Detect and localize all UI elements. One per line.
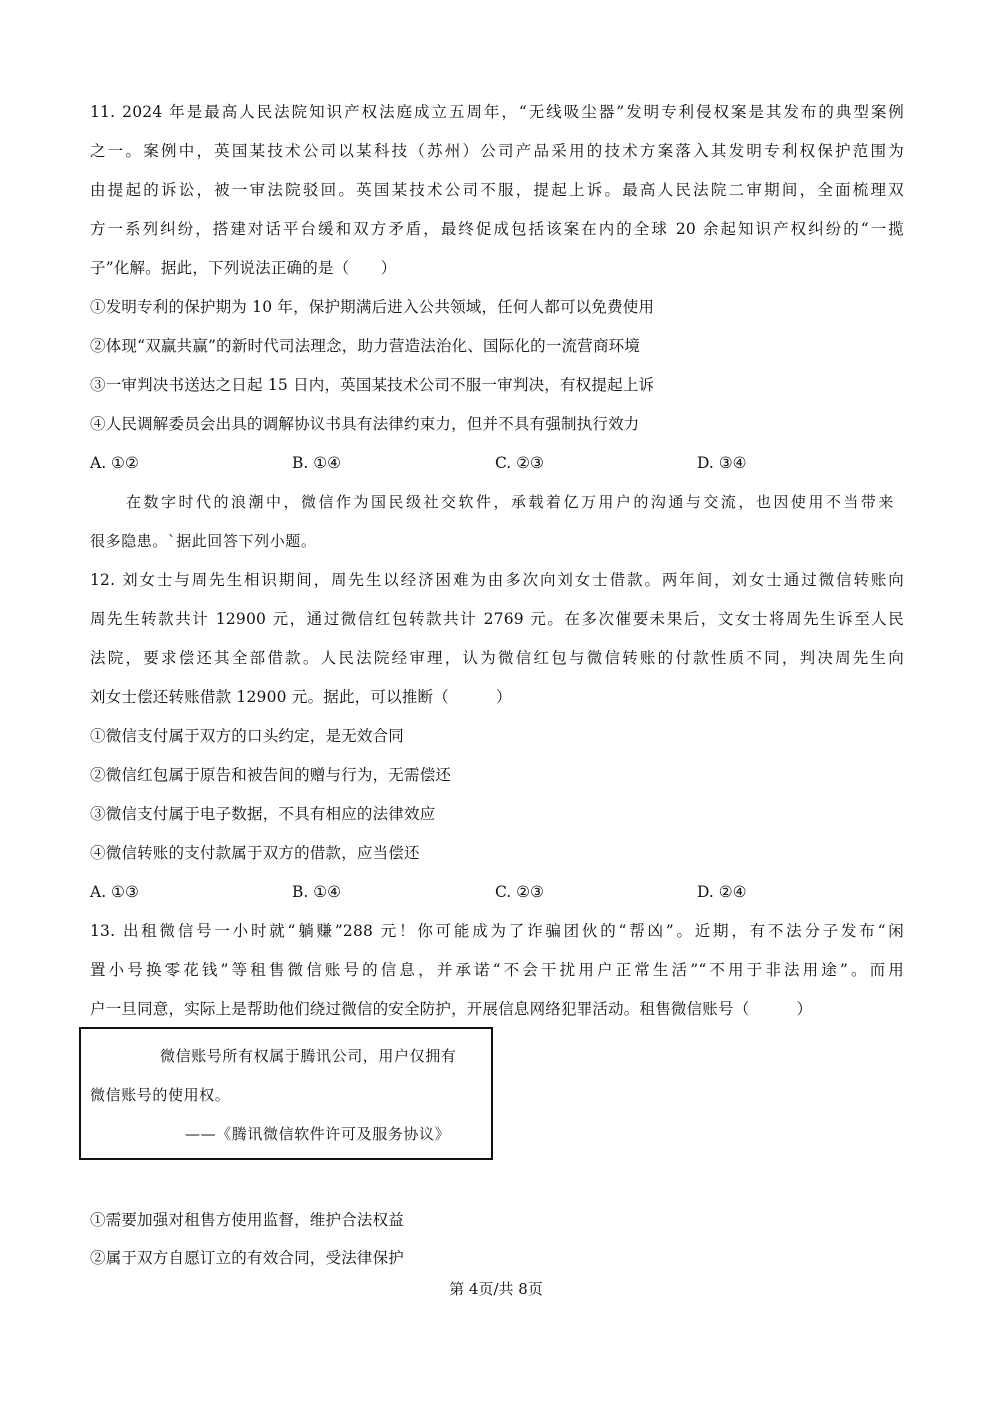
option-b[interactable]: B. ①④ (292, 883, 342, 901)
q11-stem-line: 由提起的诉讼，被一审法院驳回。英国某技术公司不服，提起上诉。最高人民法院二审期间，全面梳理双 (90, 181, 904, 199)
q11-stem-line: 子”化解。据此，下列说法正确的是（ ） (90, 259, 397, 277)
q12-stem-line: 法院，要求偿还其全部借款。人民法院经审理，认为微信红包与微信转账的付款性质不同，判决周先生向 (90, 649, 904, 667)
q13-statement-1: ①需要加强对租售方使用监督，维护合法权益 (90, 1211, 405, 1229)
option-d[interactable]: D. ②④ (697, 883, 747, 901)
q12-statement-4: ④微信转账的支付款属于双方的借款，应当偿还 (90, 844, 420, 862)
q11-statement-3: ③一审判决书送达之日起 15 日内，英国某技术公司不服一审判决，有权提起上诉 (90, 376, 655, 394)
q11-statement-1: ①发明专利的保护期为 10 年，保护期满后进入公共领域，任何人都可以免费使用 (90, 298, 655, 316)
q12-stem-line: 周先生转款共计 12900 元，通过微信红包转款共计 2769 元。在多次催要未果后，文女士将周先生诉至人民 (90, 610, 904, 628)
q11-stem-line: 之一。案例中，英国某技术公司以某科技（苏州）公司产品采用的技术方案落入其发明专利权保护范围为 (90, 142, 904, 160)
q13-statement-2: ②属于双方自愿订立的有效合同，受法律保护 (90, 1249, 405, 1267)
quote-text: 微信账号所有权属于腾讯公司，用户仅拥有 (160, 1047, 457, 1065)
q12-statement-2: ②微信红包属于原告和被告间的赠与行为，无需偿还 (90, 766, 452, 784)
option-c[interactable]: C. ②③ (495, 883, 544, 901)
q12-stem-line: 刘女士偿还转账借款 12900 元。据此，可以推断（ ） (90, 688, 512, 706)
q13-stem-line: 置小号换零花钱”等租售微信账号的信息，并承诺“不会干扰用户正常生活”“不用于非法用途”。而用 (90, 961, 904, 979)
option-c[interactable]: C. ②③ (495, 454, 544, 472)
quote-text: 微信账号的使用权。 (90, 1086, 231, 1104)
q12-statement-3: ③微信支付属于电子数据，不具有相应的法律效应 (90, 805, 436, 823)
q12-stem-line: 12. 刘女士与周先生相识期间，周先生以经济困难为由多次向刘女士借款。两年间，刘女士通过微信转账向 (90, 571, 904, 589)
intro-line: 在数字时代的浪潮中，微信作为国民级社交软件，承载着亿万用户的沟通与交流，也因使用不当带来 (126, 493, 894, 511)
q11-stem-line: 方一系列纠纷，搭建对话平台缓和双方矛盾，最终促成包括该案在内的全球 20 余起知识产权纠纷的“一揽 (90, 220, 904, 238)
q12-options (90, 881, 904, 903)
q11-options (90, 452, 904, 474)
q11-statement-4: ④人民调解委员会出具的调解协议书具有法律约束力，但并不具有强制执行效力 (90, 415, 640, 433)
intro-line: 很多隐患。`据此回答下列小题。 (90, 532, 317, 550)
option-a[interactable]: A. ①③ (90, 883, 139, 901)
option-b[interactable]: B. ①④ (292, 454, 342, 472)
page-number: 第 4页/共 8页 (449, 1280, 543, 1298)
q13-stem-line: 户一旦同意，实际上是帮助他们绕过微信的安全防护，开展信息网络犯罪活动。租售微信账号（ ） (90, 1000, 813, 1018)
q11-stem-line: 11. 2024 年是最高人民法院知识产权法庭成立五周年，“无线吸尘器”发明专利侵权案是其发布的典型案例 (90, 103, 904, 121)
quote-box (79, 1027, 493, 1160)
q11-statement-2: ②体现“双赢共赢”的新时代司法理念，助力营造法治化、国际化的一流营商环境 (90, 337, 641, 355)
quote-source: ——《腾讯微信软件许可及服务协议》 (185, 1125, 451, 1143)
option-a[interactable]: A. ①② (90, 454, 139, 472)
q13-stem-line: 13. 出租微信号一小时就“躺赚”288 元！你可能成为了诈骗团伙的“帮凶”。近期，有不法分子发布“闲 (90, 922, 904, 940)
q12-statement-1: ①微信支付属于双方的口头约定，是无效合同 (90, 727, 405, 745)
option-d[interactable]: D. ③④ (697, 454, 747, 472)
